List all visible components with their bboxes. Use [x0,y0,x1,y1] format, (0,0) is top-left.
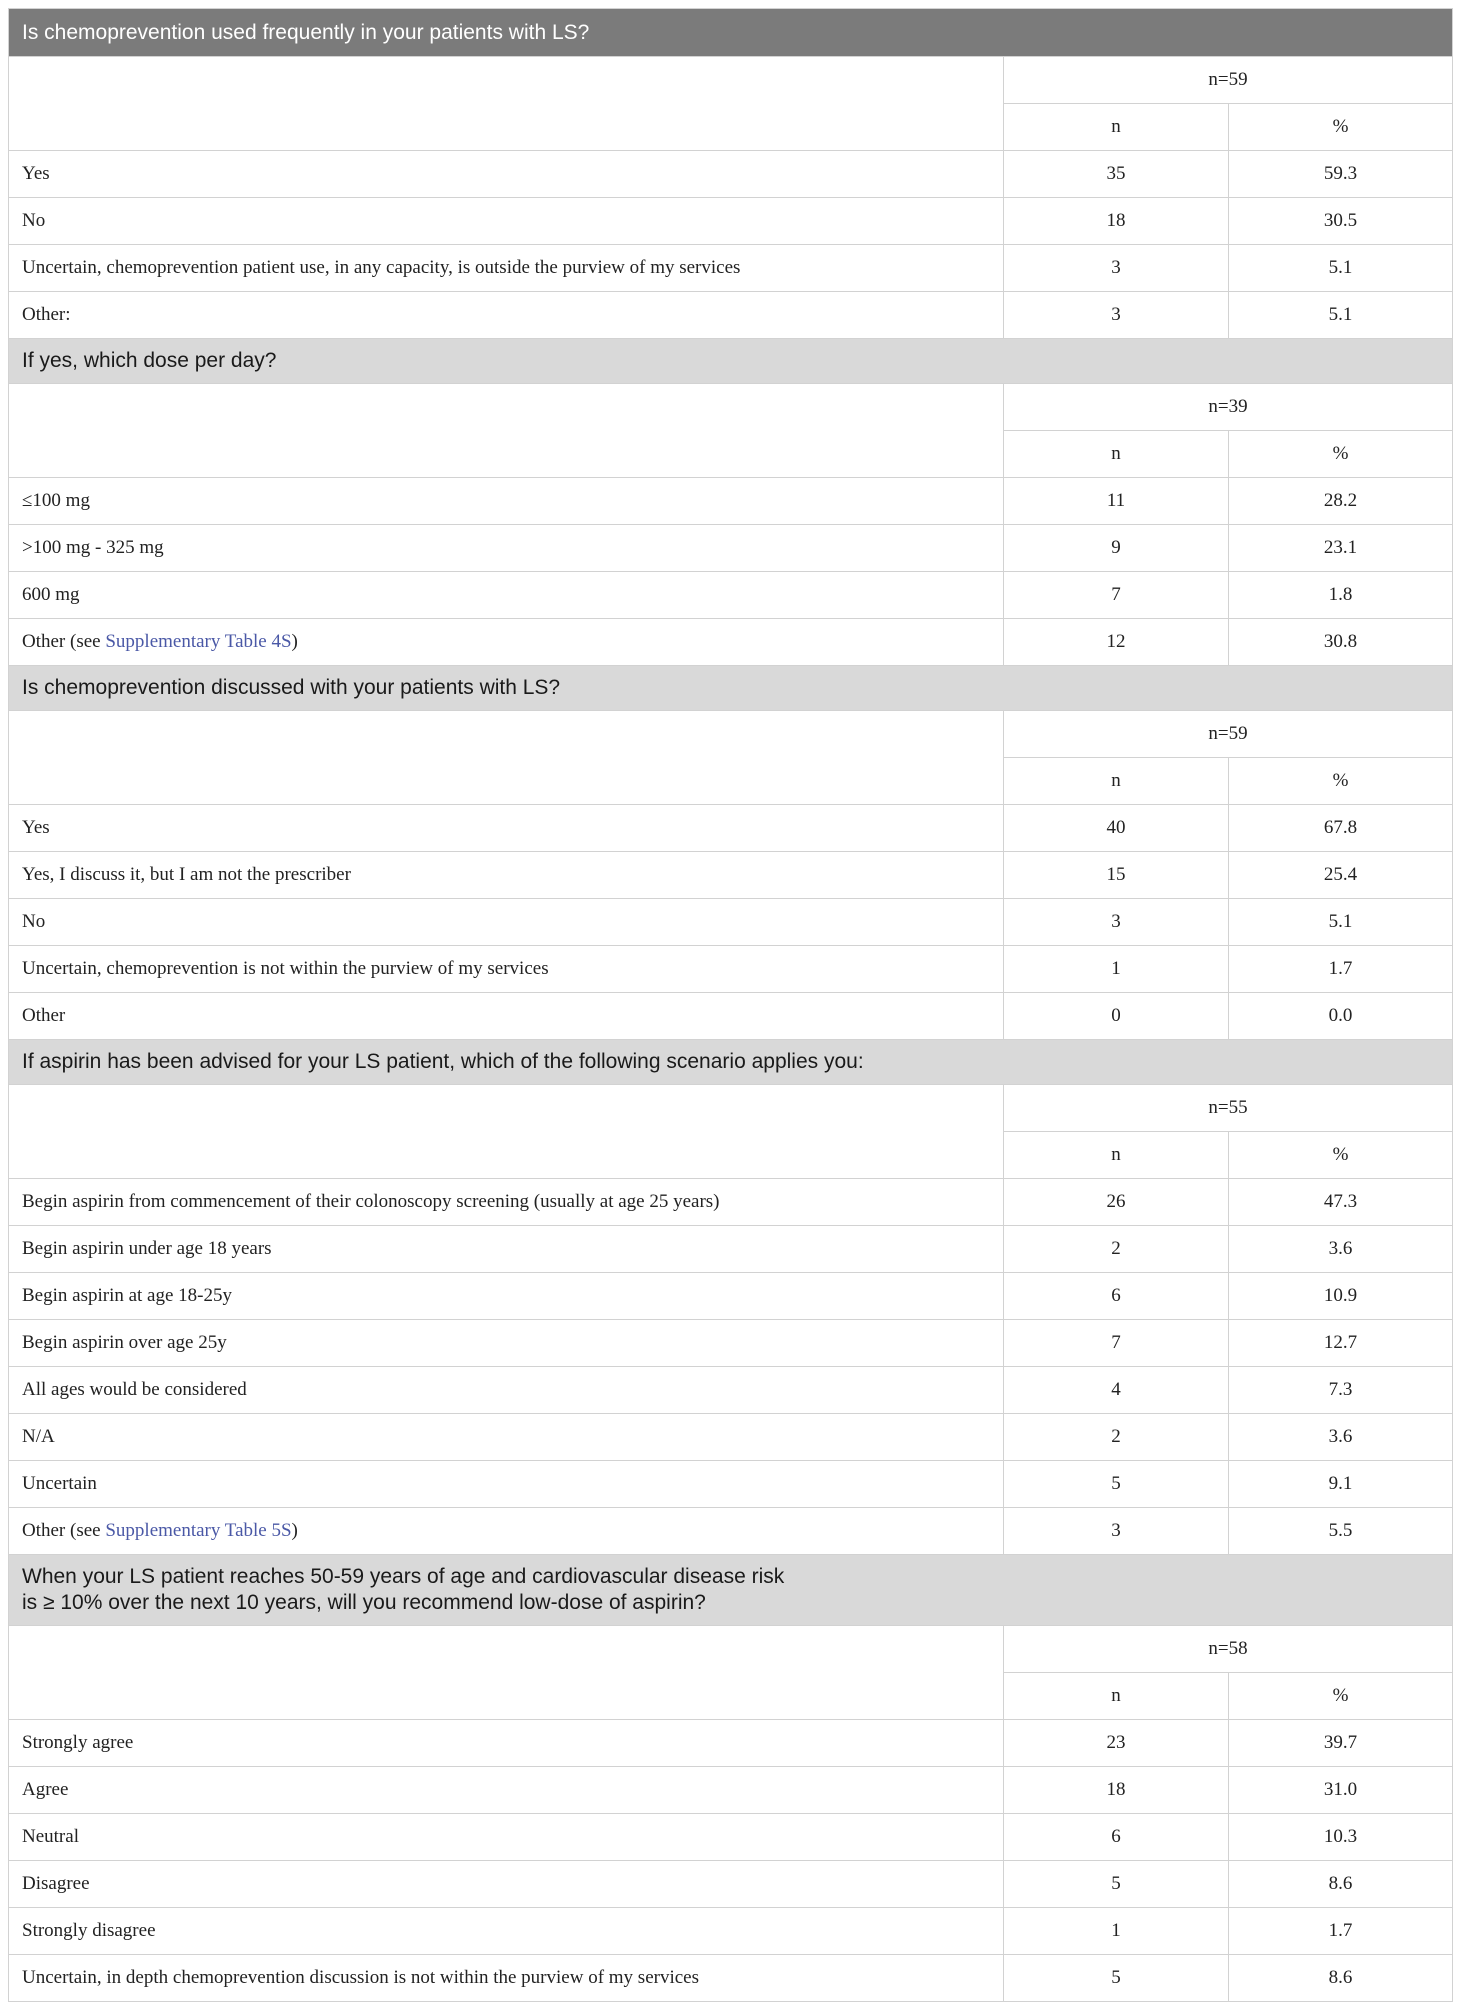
row-count: 11 [1004,478,1229,525]
row-percent: 5.1 [1229,292,1453,339]
table-row [9,1226,1453,1273]
row-label: Uncertain, chemoprevention is not within the purview of my services [9,946,1004,993]
row-label [9,619,1004,666]
section-header [9,9,1453,57]
sample-size-label: n=39 [1004,384,1453,431]
row-count: 5 [1004,1461,1229,1508]
row-label-prefix: Other (see [22,631,106,652]
row-count: 23 [1004,1720,1229,1767]
empty-cell [9,384,1004,478]
sample-size-label: n=59 [1004,57,1453,104]
row-percent: 7.3 [1229,1367,1453,1414]
row-percent: 1.7 [1229,946,1453,993]
col-header-n: n [1004,431,1229,478]
row-count: 2 [1004,1414,1229,1461]
row-count: 4 [1004,1367,1229,1414]
row-label: Begin aspirin from commencement of their colonoscopy screening (usually at age 25 years) [9,1179,1004,1226]
row-count: 1 [1004,946,1229,993]
row-label: Yes [9,151,1004,198]
row-percent: 10.3 [1229,1814,1453,1861]
question-line-1: When your LS patient reaches 50-59 years of age and cardiovascular disease risk [22,1565,785,1588]
table-row [9,478,1453,525]
row-percent: 5.1 [1229,245,1453,292]
question-line-2: is ≥ 10% over the next 10 years, will you recommend low-dose of aspirin? [22,1591,706,1614]
row-label: Disagree [9,1861,1004,1908]
row-percent: 9.1 [1229,1461,1453,1508]
table-row [9,1508,1453,1555]
table-row [9,1179,1453,1226]
row-label: Other [9,993,1004,1040]
table-row [9,151,1453,198]
table-row [9,852,1453,899]
row-percent: 0.0 [1229,993,1453,1040]
col-header-n: n [1004,758,1229,805]
row-percent: 3.6 [1229,1226,1453,1273]
row-count: 1 [1004,1908,1229,1955]
row-label-prefix: Other (see [22,1520,106,1541]
row-count: 7 [1004,572,1229,619]
table-row [9,1367,1453,1414]
question-text: If yes, which dose per day? [9,339,1453,384]
row-label: Begin aspirin at age 18-25y [9,1273,1004,1320]
row-label-suffix: ) [291,1520,298,1541]
row-percent: 59.3 [1229,151,1453,198]
row-count: 40 [1004,805,1229,852]
row-percent: 30.5 [1229,198,1453,245]
table-row [9,198,1453,245]
row-percent: 8.6 [1229,1955,1453,2002]
col-header-percent: % [1229,1673,1453,1720]
row-count: 18 [1004,1767,1229,1814]
row-label-suffix: ) [291,631,298,652]
row-count: 6 [1004,1814,1229,1861]
table-row [9,619,1453,666]
row-label: 600 mg [9,572,1004,619]
supplementary-table-link[interactable]: Supplementary Table 5S [105,1520,292,1541]
row-label: Neutral [9,1814,1004,1861]
table-row [9,1814,1453,1861]
empty-cell [9,57,1004,151]
row-percent: 67.8 [1229,805,1453,852]
row-count: 15 [1004,852,1229,899]
row-percent: 47.3 [1229,1179,1453,1226]
row-count: 6 [1004,1273,1229,1320]
row-label: No [9,899,1004,946]
col-header-n: n [1004,1132,1229,1179]
row-percent: 8.6 [1229,1861,1453,1908]
section-header [9,1555,1453,1626]
col-header-percent: % [1229,758,1453,805]
row-percent: 3.6 [1229,1414,1453,1461]
row-count: 9 [1004,525,1229,572]
row-percent: 30.8 [1229,619,1453,666]
row-percent: 1.7 [1229,1908,1453,1955]
survey-results-table [8,8,1453,2002]
table-row [9,1767,1453,1814]
table-row [9,525,1453,572]
table-row [9,805,1453,852]
row-percent: 28.2 [1229,478,1453,525]
row-percent: 12.7 [1229,1320,1453,1367]
row-label: ≤100 mg [9,478,1004,525]
row-label: Yes, I discuss it, but I am not the prescriber [9,852,1004,899]
row-percent: 5.1 [1229,899,1453,946]
row-label: Begin aspirin over age 25y [9,1320,1004,1367]
row-count: 26 [1004,1179,1229,1226]
row-count: 35 [1004,151,1229,198]
row-percent: 1.8 [1229,572,1453,619]
empty-cell [9,711,1004,805]
section-header [9,339,1453,384]
row-label: Agree [9,1767,1004,1814]
row-count: 3 [1004,1508,1229,1555]
sample-size-row [9,384,1453,431]
row-label: Begin aspirin under age 18 years [9,1226,1004,1273]
empty-cell [9,1626,1004,1720]
row-label: Uncertain, chemoprevention patient use, in any capacity, is outside the purview of my services [9,245,1004,292]
sample-size-row [9,711,1453,758]
table-row [9,1955,1453,2002]
empty-cell [9,1085,1004,1179]
row-label: Uncertain [9,1461,1004,1508]
section-header [9,1040,1453,1085]
row-label: No [9,198,1004,245]
row-label: Other: [9,292,1004,339]
row-label: Uncertain, in depth chemoprevention discussion is not within the purview of my services [9,1955,1004,2002]
table-row [9,946,1453,993]
table-row [9,1908,1453,1955]
col-header-n: n [1004,1673,1229,1720]
row-count: 7 [1004,1320,1229,1367]
row-count: 2 [1004,1226,1229,1273]
row-label: Strongly disagree [9,1908,1004,1955]
row-count: 5 [1004,1861,1229,1908]
question-text: Is chemoprevention discussed with your patients with LS? [9,666,1453,711]
sample-size-label: n=59 [1004,711,1453,758]
row-percent: 23.1 [1229,525,1453,572]
table-row [9,245,1453,292]
sample-size-row [9,57,1453,104]
sample-size-label: n=55 [1004,1085,1453,1132]
supplementary-table-link[interactable]: Supplementary Table 4S [105,631,292,652]
question-text: If aspirin has been advised for your LS patient, which of the following scenario applies you: [9,1040,1453,1085]
row-count: 5 [1004,1955,1229,2002]
row-percent: 5.5 [1229,1508,1453,1555]
table-row [9,899,1453,946]
row-percent: 31.0 [1229,1767,1453,1814]
col-header-n: n [1004,104,1229,151]
question-text [9,1555,1453,1626]
row-label [9,1508,1004,1555]
row-label: All ages would be considered [9,1367,1004,1414]
row-label: >100 mg - 325 mg [9,525,1004,572]
sample-size-row [9,1626,1453,1673]
table-row [9,1320,1453,1367]
col-header-percent: % [1229,431,1453,478]
row-percent: 25.4 [1229,852,1453,899]
row-count: 3 [1004,899,1229,946]
sample-size-label: n=58 [1004,1626,1453,1673]
table-row [9,292,1453,339]
section-header [9,666,1453,711]
row-label: Strongly agree [9,1720,1004,1767]
sample-size-row [9,1085,1453,1132]
question-text: Is chemoprevention used frequently in your patients with LS? [9,9,1453,57]
table-row [9,1461,1453,1508]
col-header-percent: % [1229,104,1453,151]
row-percent: 39.7 [1229,1720,1453,1767]
col-header-percent: % [1229,1132,1453,1179]
table-row [9,1861,1453,1908]
table-row [9,993,1453,1040]
row-count: 3 [1004,245,1229,292]
table-row [9,1273,1453,1320]
row-count: 18 [1004,198,1229,245]
row-count: 0 [1004,993,1229,1040]
table-row [9,1720,1453,1767]
row-label: N/A [9,1414,1004,1461]
table-row [9,572,1453,619]
table-row [9,1414,1453,1461]
row-count: 3 [1004,292,1229,339]
row-label: Yes [9,805,1004,852]
row-count: 12 [1004,619,1229,666]
row-percent: 10.9 [1229,1273,1453,1320]
